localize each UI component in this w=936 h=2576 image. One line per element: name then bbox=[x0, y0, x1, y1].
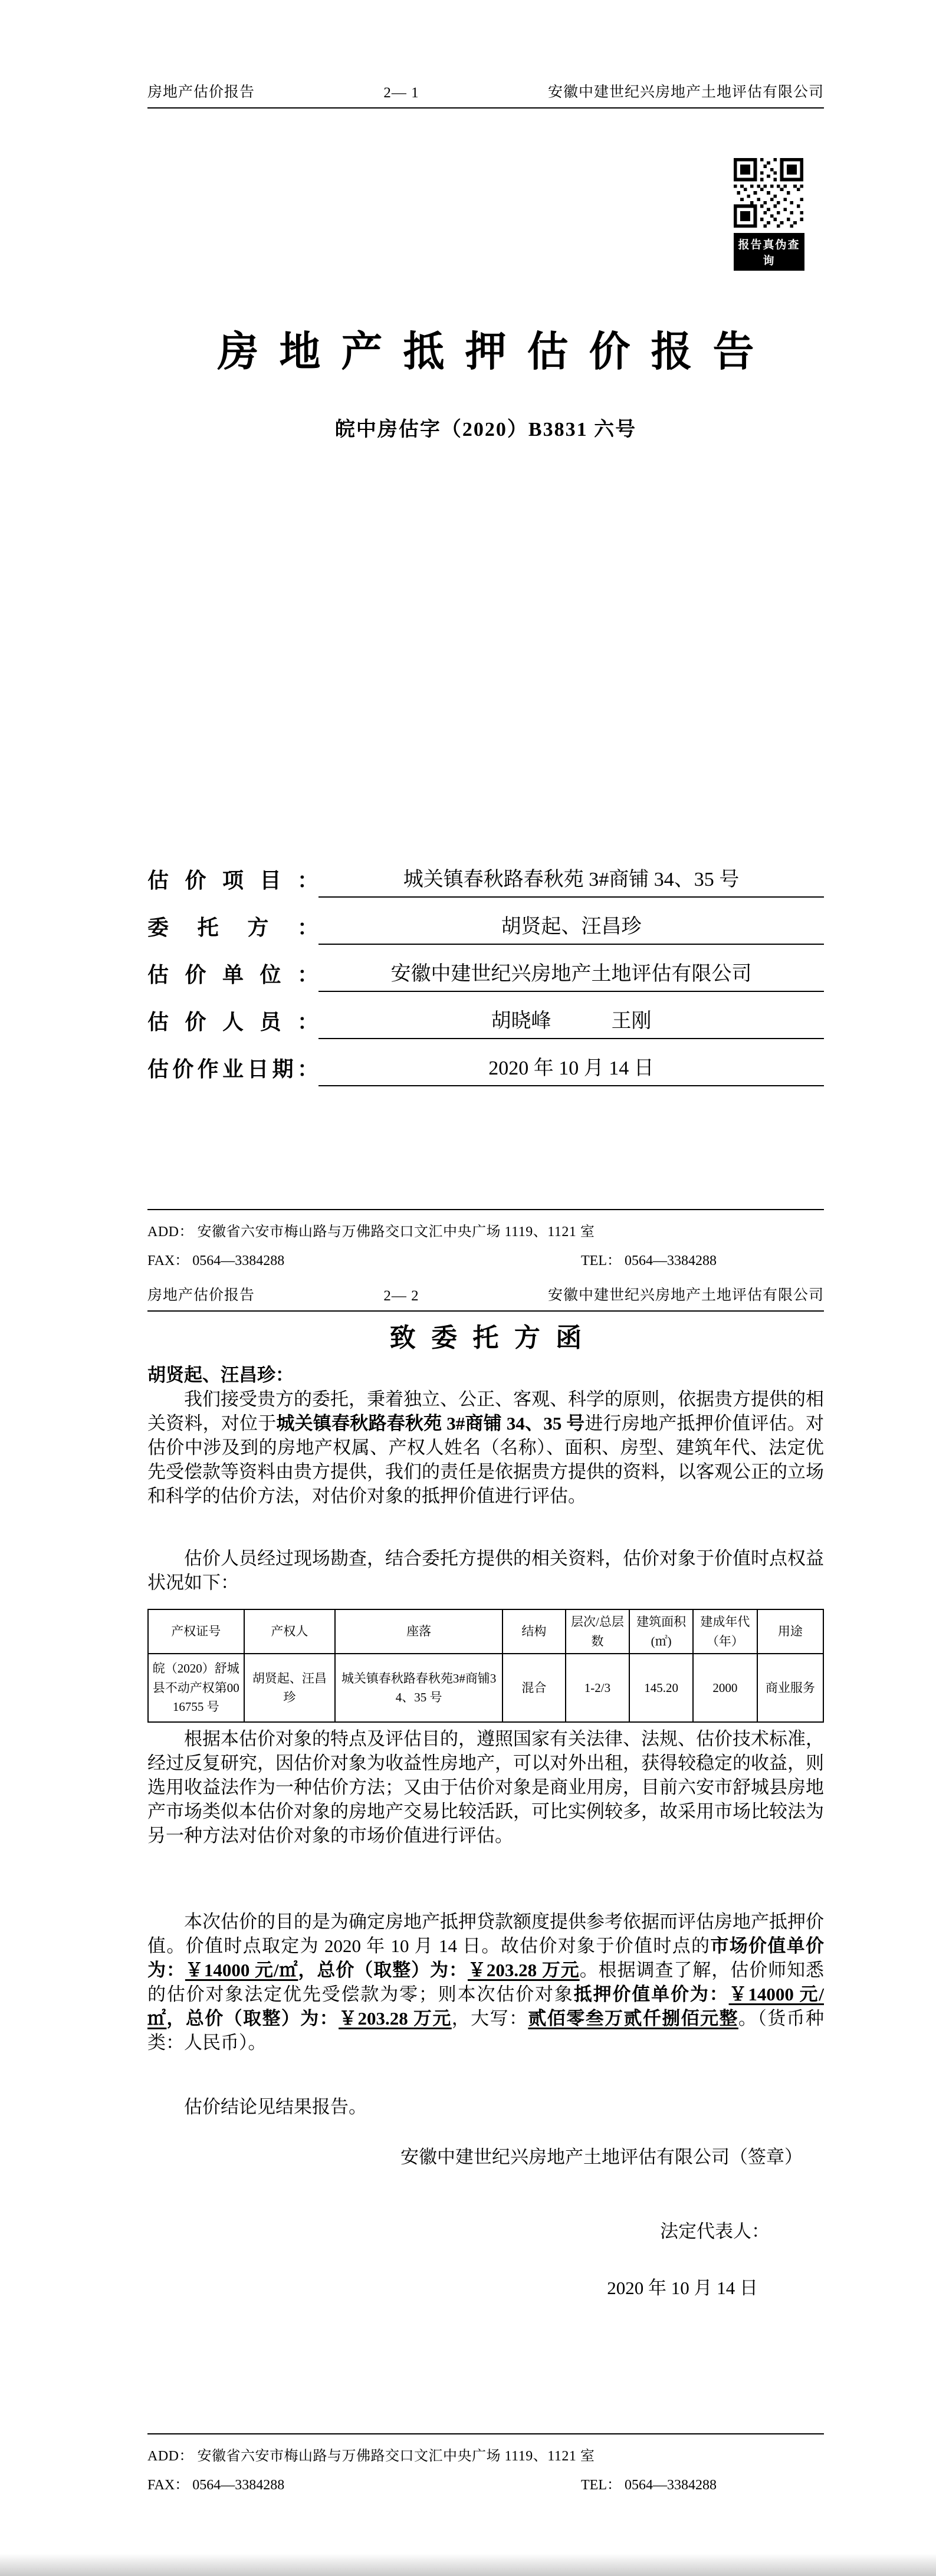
signature-date: 2020 年 10 月 14 日 bbox=[607, 2278, 758, 2298]
header-company-name: 安徽中建世纪兴房地产土地评估有限公司 bbox=[547, 84, 824, 100]
paragraph-conclusion: 估价结论见结果报告。 bbox=[184, 2097, 367, 2117]
unit-price-value: ￥14000 元/㎡ bbox=[185, 1960, 298, 1980]
table-cell-structure: 混合 bbox=[503, 1654, 565, 1722]
footer-tel: TEL： 0564—3384288 bbox=[581, 1253, 717, 1269]
page2-header bbox=[147, 1283, 824, 1312]
field-label-client: 委托方： bbox=[147, 916, 318, 939]
table-header-row bbox=[148, 1609, 823, 1654]
header-company-name: 安徽中建世纪兴房地产土地评估有限公司 bbox=[547, 1287, 824, 1303]
form-row-agency bbox=[147, 945, 824, 992]
table-header-cell: 层次/总层数 bbox=[566, 1609, 630, 1654]
paragraph-2: 估价人员经过现场勘查，结合委托方提供的相关资料，估价对象于价值时点权益状况如下： bbox=[147, 1548, 824, 1593]
letter-title: 致委托方函 bbox=[389, 1323, 597, 1352]
table-row bbox=[148, 1654, 823, 1722]
field-value-appraisers: 胡晓峰 王刚 bbox=[318, 1004, 824, 1039]
field-label-appraisers: 估价人员： bbox=[147, 1010, 318, 1034]
table-header-cell: 座落 bbox=[335, 1609, 503, 1654]
market-price-label: 市场价值单价为： bbox=[147, 1936, 825, 1980]
field-label-project: 估价项目： bbox=[147, 869, 318, 892]
rights-table bbox=[147, 1609, 824, 1723]
letter-salutation: 胡贤起、汪昌珍： bbox=[147, 1365, 294, 1385]
table-cell-floor: 1-2/3 bbox=[566, 1654, 630, 1722]
form-row-appraisers bbox=[147, 992, 824, 1039]
form-row-client bbox=[147, 898, 824, 945]
paragraph-3: 根据本估价对象的特点及评估目的，遵照国家有关法律、法规、估价技术标准，经过反复研究，因估价对象为收益性房地产，可以对外出租，获得较稳定的收益，则选用收益法作为一种估价方法；又由于估价对象是商业用房，目前六安市舒城县房地产市场类似本估价对象的房地产交易比较活跃，可比实例较多，故采用市场比较法为另一种方法对估价对象的市场价值进行评估。 bbox=[147, 1729, 824, 1846]
text-segment: 本次估价的目的是为确定房地产抵押贷款额度提供参考依据而评估房地产抵押价值。价值时点取定为 2020 年 10 月 14 日。故估价对象于价值时点的 bbox=[147, 1911, 824, 1956]
report-number: 皖中房估字（2020）B3831 六号 bbox=[334, 419, 637, 441]
table-cell-use: 商业服务 bbox=[757, 1654, 823, 1722]
paragraph-4 bbox=[147, 1910, 824, 2055]
paragraph-1 bbox=[147, 1387, 824, 1508]
table-header-cell: 用途 bbox=[757, 1609, 823, 1654]
signature-legal-rep: 法定代表人： bbox=[660, 2221, 770, 2242]
qr-code bbox=[734, 158, 803, 228]
footer-tel: TEL： 0564—3384288 bbox=[581, 2478, 717, 2493]
qr-caption: 报告真伪查询 bbox=[734, 233, 804, 271]
page1-header bbox=[147, 80, 824, 109]
field-value-project: 城关镇春秋路春秋苑 3#商铺 34、35 号 bbox=[318, 863, 824, 898]
footer-contacts bbox=[147, 2473, 824, 2492]
footer-fax: FAX： 0564—3384288 bbox=[147, 1253, 285, 1269]
mortgage-total-value: ￥203.28 万元 bbox=[339, 2008, 452, 2029]
form-row-project bbox=[147, 850, 824, 898]
header-doc-type: 房地产估价报告 bbox=[147, 1287, 255, 1303]
field-value-client: 胡贤起、汪昌珍 bbox=[318, 910, 824, 945]
header-page-number: 2— 2 bbox=[383, 1288, 419, 1304]
report-title: 房地产抵押估价报告 bbox=[217, 330, 775, 375]
total-price-value: ￥203.28 万元 bbox=[467, 1960, 580, 1980]
qr-block bbox=[734, 158, 804, 271]
cover-form bbox=[147, 850, 824, 1086]
text-segment: 。（货币种类：人民币）。 bbox=[147, 2008, 825, 2053]
page1-footer bbox=[147, 1209, 824, 1267]
table-header-cell: 结构 bbox=[503, 1609, 565, 1654]
table-cell-owner: 胡贤起、汪昌珍 bbox=[244, 1654, 336, 1722]
mortgage-price-label: 抵押价值单价为： bbox=[573, 1984, 729, 2005]
table-header-cell: 建筑面积(㎡) bbox=[629, 1609, 693, 1654]
field-label-agency: 估价单位： bbox=[147, 963, 318, 987]
table-cell-cert-no: 皖（2020）舒城县不动产权第0016755 号 bbox=[148, 1654, 244, 1722]
mortgage-total-label: ，总价（取整）为： bbox=[166, 2008, 339, 2029]
header-doc-type: 房地产估价报告 bbox=[147, 84, 255, 100]
table-cell-area: 145.20 bbox=[629, 1654, 693, 1722]
footer-contacts bbox=[147, 1248, 824, 1267]
scan-bottom-edge bbox=[0, 2554, 936, 2576]
form-row-date bbox=[147, 1039, 824, 1086]
signature-company: 安徽中建世纪兴房地产土地评估有限公司（签章） bbox=[400, 2147, 803, 2167]
amount-in-words: 贰佰零叁万贰仟捌佰元整 bbox=[528, 2008, 738, 2029]
page2-footer bbox=[147, 2433, 824, 2492]
table-cell-location: 城关镇春秋路春秋苑3#商铺34、35 号 bbox=[335, 1654, 503, 1722]
footer-fax: FAX： 0564—3384288 bbox=[147, 2478, 285, 2493]
text-segment: 。根据调查了解，估价师知悉的估价对象法定优先受偿款为零；则本次估价对象 bbox=[147, 1960, 825, 2005]
field-value-date: 2020 年 10 月 14 日 bbox=[318, 1052, 824, 1086]
footer-address: ADD： 安徽省六安市梅山路与万佛路交口文汇中央广场 1119、1121 室 bbox=[147, 1224, 595, 1240]
mortgage-unit-price-value: ￥14000 元/㎡ bbox=[147, 1984, 824, 2029]
table-cell-year: 2000 bbox=[693, 1654, 757, 1722]
table-header-cell: 建成年代（年） bbox=[693, 1609, 757, 1654]
property-name-bold: 城关镇春秋路春秋苑 3#商铺 34、35 号 bbox=[276, 1413, 585, 1434]
table-header-cell: 产权证号 bbox=[148, 1609, 244, 1654]
header-page-number: 2— 1 bbox=[383, 85, 419, 101]
field-label-date: 估价作业日期： bbox=[147, 1057, 318, 1081]
text-segment: ，大写： bbox=[451, 2008, 528, 2029]
footer-address: ADD： 安徽省六安市梅山路与万佛路交口文汇中央广场 1119、1121 室 bbox=[147, 2449, 595, 2464]
text-segment: 进行房地产抵押价值评估。对估价中涉及到的房地产权属、产权人姓名（名称）、面积、房型、建筑年代、法定优先受偿款等资料由贵方提供，我们的责任是依据贵方提供的资料，以客观公正的立场和科学的估价方法，对估价对象的抵押价值进行评估。 bbox=[147, 1413, 825, 1506]
field-value-agency: 安徽中建世纪兴房地产土地评估有限公司 bbox=[318, 957, 824, 992]
total-price-label: ，总价（取整）为： bbox=[298, 1960, 468, 1980]
text-segment: 我们接受贵方的委托，秉着独立、公正、客观、科学的原则，依据贵方提供的相关资料，对位于 bbox=[147, 1389, 824, 1434]
table-header-cell: 产权人 bbox=[244, 1609, 336, 1654]
